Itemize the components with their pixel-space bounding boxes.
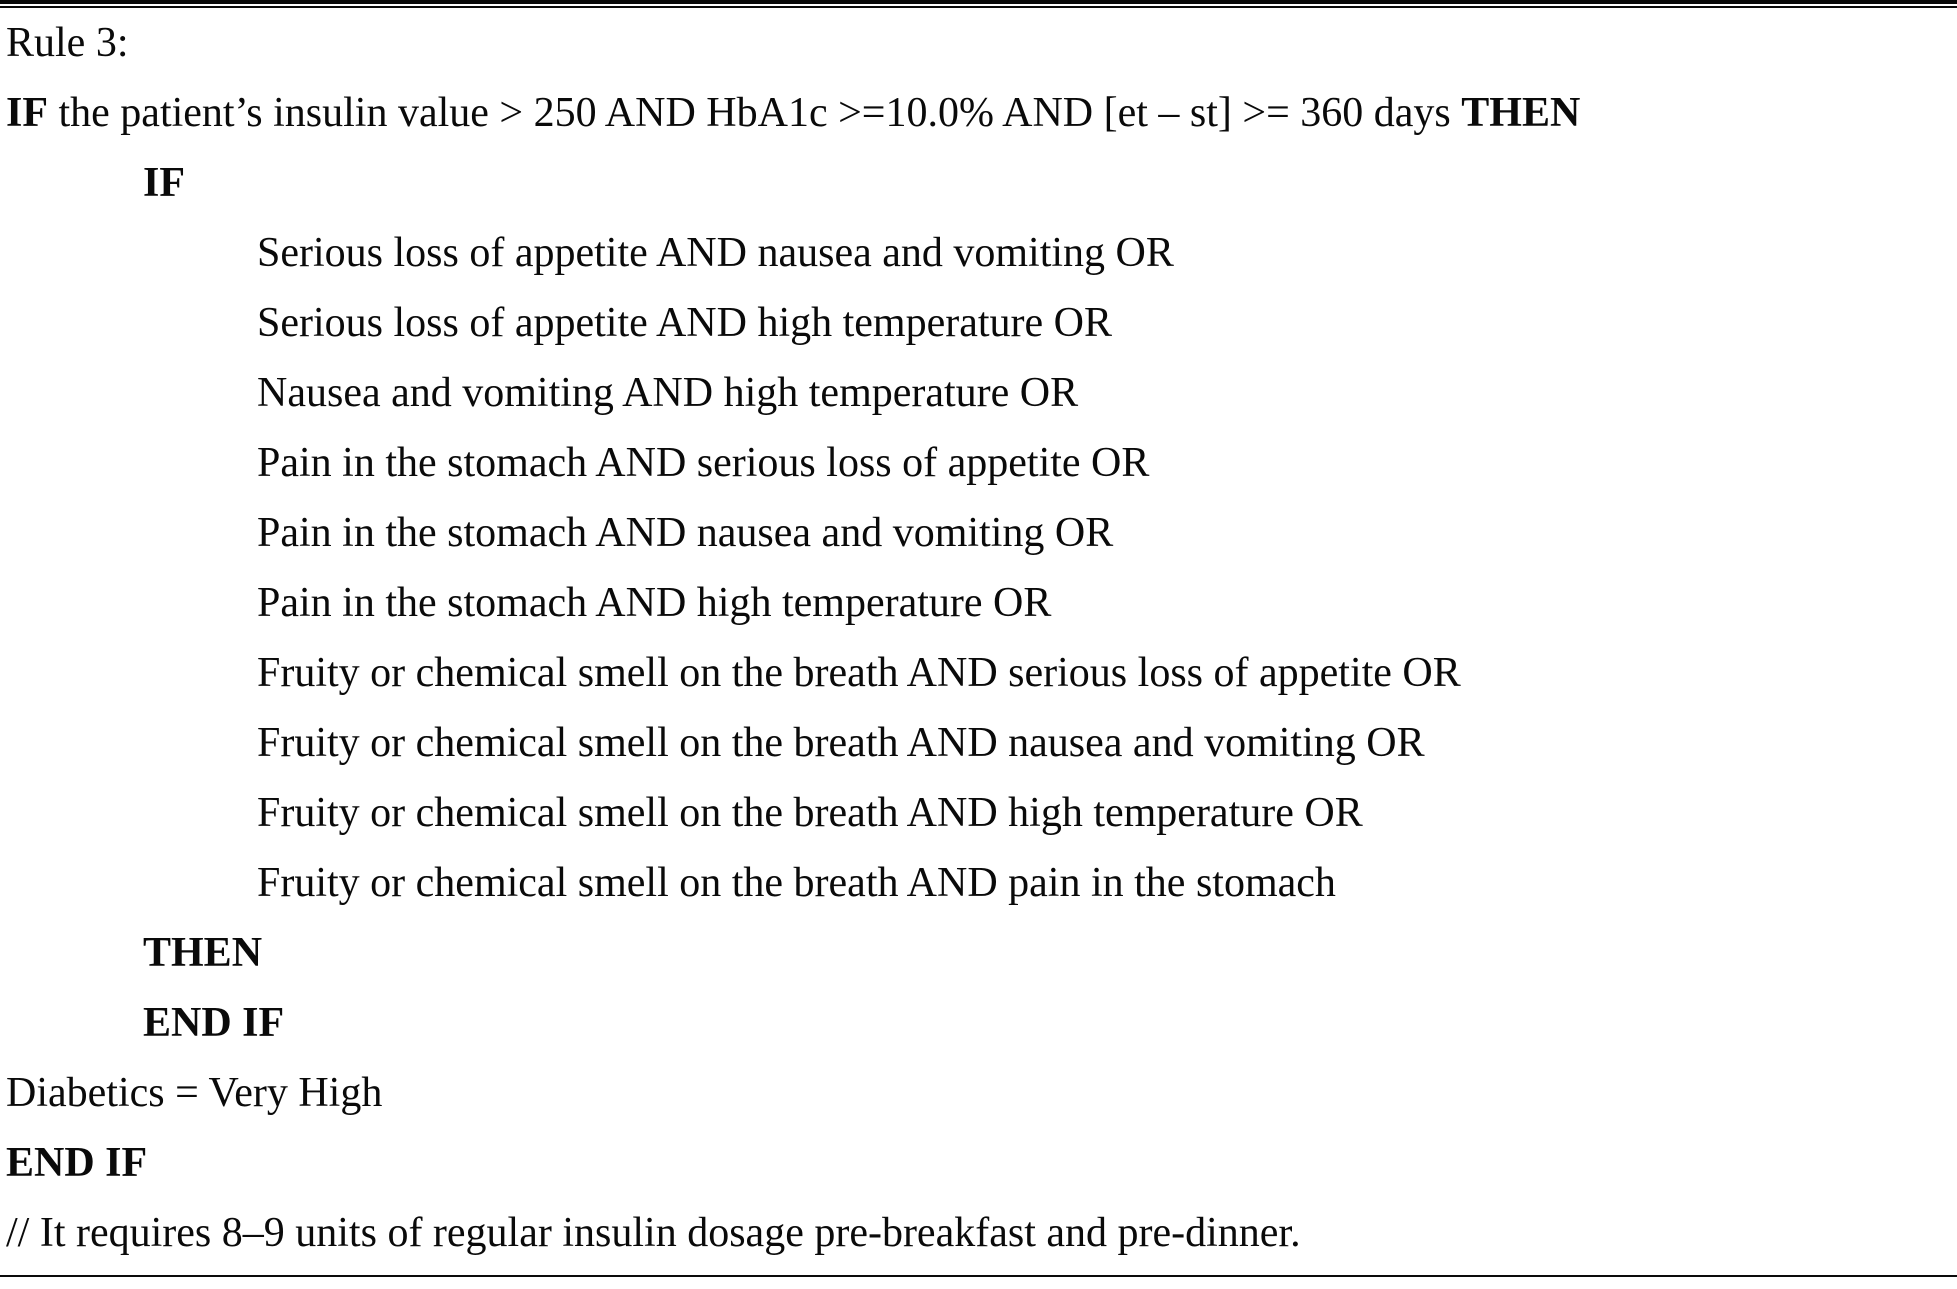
bottom-rule [0,1275,1957,1277]
condition-line [0,498,1957,568]
condition-text: Fruity or chemical smell on the breath AND pain in the stomach [257,860,1336,906]
outer-if-keyword: IF [6,90,48,136]
comment-line [0,1198,1957,1268]
outer-end-if-keyword: END IF [6,1140,148,1186]
inner-end-if-line [0,988,1957,1058]
top-rule-thick [0,0,1957,4]
condition-text: Pain in the stomach AND nausea and vomiting OR [257,510,1114,556]
condition-text: Pain in the stomach AND high temperature OR [257,580,1052,626]
condition-line [0,708,1957,778]
inner-if-keyword: IF [143,160,185,206]
condition-text: Nausea and vomiting AND high temperature OR [257,370,1079,416]
outer-if-condition: the patient’s insulin value > 250 AND HbA1c >=10.0% AND [et – st] >= 360 days [58,90,1451,136]
rule-title [0,8,1957,78]
condition-line [0,288,1957,358]
condition-line [0,428,1957,498]
rule-title-text: Rule 3: [6,20,129,66]
condition-line [0,638,1957,708]
condition-text: Serious loss of appetite AND nausea and vomiting OR [257,230,1174,276]
result-line [0,1058,1957,1128]
comment-text: // It requires 8–9 units of regular insulin dosage pre-breakfast and pre-dinner. [6,1210,1301,1256]
inner-then-keyword: THEN [143,930,263,976]
condition-line [0,218,1957,288]
condition-text: Fruity or chemical smell on the breath AND serious loss of appetite OR [257,650,1461,696]
result-text: Diabetics = Very High [6,1070,383,1116]
condition-text: Pain in the stomach AND serious loss of appetite OR [257,440,1150,486]
condition-line [0,358,1957,428]
condition-line [0,848,1957,918]
condition-line [0,568,1957,638]
outer-end-if-line [0,1128,1957,1198]
inner-end-if-keyword: END IF [143,1000,285,1046]
outer-if-line [0,78,1957,148]
condition-text: Serious loss of appetite AND high temperature OR [257,300,1113,346]
condition-text: Fruity or chemical smell on the breath AND nausea and vomiting OR [257,720,1425,766]
inner-then-line [0,918,1957,988]
outer-then-keyword: THEN [1461,90,1581,136]
condition-text: Fruity or chemical smell on the breath AND high temperature OR [257,790,1363,836]
inner-if-line [0,148,1957,218]
condition-line [0,778,1957,848]
